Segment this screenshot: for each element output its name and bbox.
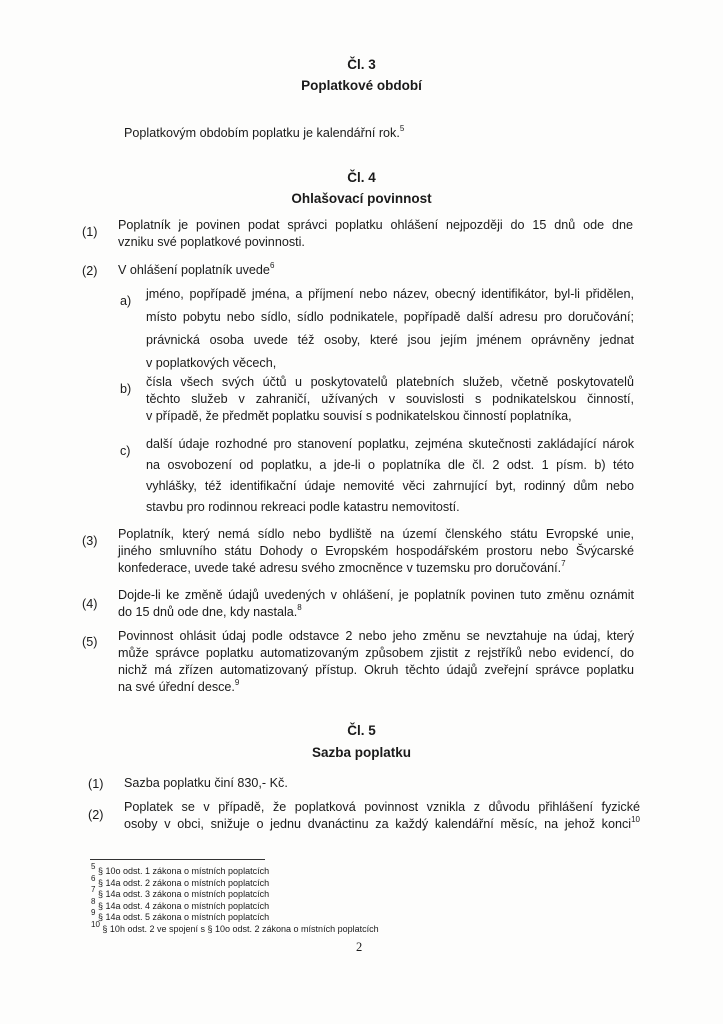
article-5-subtitle: Sazba poplatku xyxy=(311,745,411,760)
text-line: na osvobození od poplatku, a jde-li o poplatníka dle čl. 2 odst. 1 písm. b) této xyxy=(146,458,634,472)
article-3-subtitle: Poplatkové období xyxy=(301,78,422,93)
footnote-separator xyxy=(90,859,265,860)
text-line: konfederace, uvede také adresu svého zmocněnce v tuzemsku pro doručování.$^7$ xyxy=(118,558,566,575)
text-line: nichž má zřízen automatizovaný přístup. Okruh těchto údajů zveřejní správce poplatku xyxy=(118,663,634,677)
text-line: čísla všech svých účtů u poskytovatelů platebních služeb, včetně poskytovatelů xyxy=(146,375,634,389)
paragraph-number: (2) xyxy=(82,264,98,278)
footnote: $^5$ § 10o odst. 1 zákona o místních poplatcích xyxy=(91,862,270,876)
text-line: jméno, popřípadě jména, a příjmení nebo název, obecný identifikátor, byl-li přidělen, xyxy=(146,287,634,301)
footnote-ref-5: 5 xyxy=(399,123,405,133)
text-line: do 15 dnů ode dne, kdy nastala.$^8$ xyxy=(118,602,302,619)
paragraph-number: (5) xyxy=(82,635,98,649)
paragraph-number: (1) xyxy=(88,777,104,791)
footnote-ref-8: 8 xyxy=(297,602,302,612)
footnote: $^9$ § 14a odst. 5 zákona o místních poplatcích xyxy=(91,908,270,922)
paragraph-number: (4) xyxy=(82,597,98,611)
text-line: Poplatek se v případě, že poplatková povinnost vznikla z důvodu přihlášení fyzické xyxy=(124,800,640,814)
article-3-title: Čl. 3 xyxy=(347,57,376,72)
paragraph-number: (1) xyxy=(82,225,98,239)
article-5-paragraph-1: Sazba poplatku činí 830,- Kč. xyxy=(124,776,288,790)
article-4-paragraph-1 xyxy=(118,217,633,251)
footnote: $^6$ § 14a odst. 2 zákona o místních poplatcích xyxy=(91,873,270,888)
article-4-subtitle: Ohlašovací povinnost xyxy=(291,191,432,206)
text-line: na své úřední desce.$^9$ xyxy=(118,677,240,694)
footnote-ref-7: 7 xyxy=(561,558,566,568)
article-3-text: Poplatkovým obdobím poplatku je kalendářní rok.$^5$ xyxy=(124,123,405,140)
text-line: osoby v obci, snižuje o jednu dvanáctinu za každý kalendářní měsíc, na jehož konci$^{10}$ xyxy=(124,814,640,831)
footnote: $^{10}$ § 10h odst. 2 ve spojení s § 10o odst. 2 zákona o místních poplatcích xyxy=(91,919,379,934)
footnote-ref-9: 9 xyxy=(234,677,240,687)
article-4-title: Čl. 4 xyxy=(347,170,376,185)
article-4-paragraph-4 xyxy=(118,587,634,621)
footnotes xyxy=(91,862,379,935)
text-line: jiného smluvního státu Dohody o Evropském hospodářském prostoru nebo Švýcarské xyxy=(118,544,634,558)
article-4-paragraph-2: V ohlášení poplatník uvede$^6$ xyxy=(118,260,275,277)
list-label: a) xyxy=(120,294,132,308)
list-label: b) xyxy=(120,382,132,396)
text-line: těchto služeb v zahraničí, užívaných v souvislosti s podnikatelskou činností, xyxy=(146,392,634,406)
paragraph-number: (2) xyxy=(88,808,104,822)
text-line: může správce poplatku automatizovaným způsobem zjistit z rejstříků nebo evidencí, do xyxy=(118,646,634,660)
text-line: vzniku své poplatkové povinnosti. xyxy=(118,235,305,249)
text-line: místo pobytu nebo sídlo, sídlo podnikatele, popřípadě další adresu pro doručování; xyxy=(146,310,634,324)
article-4-paragraph-5 xyxy=(118,628,634,696)
text-line: v poplatkových věcech, xyxy=(146,356,277,370)
footnote: $^8$ § 14a odst. 4 zákona o místních poplatcích xyxy=(91,896,270,911)
text-line: stavbu pro rodinnou rekreaci podle katastru nemovitostí. xyxy=(146,500,460,514)
article-4-paragraph-3 xyxy=(118,526,634,577)
paragraph-number: (3) xyxy=(82,534,98,548)
article-4-item-c xyxy=(146,436,634,516)
list-label: c) xyxy=(120,444,131,458)
page-number: 2 xyxy=(356,940,363,954)
text-line: Poplatník je povinen podat správci poplatku ohlášení nejpozději do 15 dnů ode dne xyxy=(118,218,633,232)
footnote-ref-6: 6 xyxy=(269,260,275,270)
text-line: vyhlášky, též identifikační údaje nemovité věci zahrnující byt, rodinný dům nebo xyxy=(146,479,634,493)
footnote-ref-10: 10 xyxy=(631,814,640,824)
article-5-title: Čl. 5 xyxy=(347,723,376,738)
text-line: další údaje rozhodné pro stanovení poplatku, zejména skutečnosti zakládající nárok xyxy=(146,437,634,451)
text-line: právnická osoba uvede též osoby, které jsou jejím jménem oprávněny jednat xyxy=(146,333,634,347)
article-4-item-b xyxy=(146,374,634,425)
text-line: v případě, že předmět poplatku souvisí s podnikatelskou činností poplatníka, xyxy=(146,409,572,423)
text-line: Poplatník, který nemá sídlo nebo bydliště na území členského státu Evropské unie, xyxy=(118,527,634,541)
text-line: Povinnost ohlásit údaj podle odstavce 2 nebo jeho změnu se nevztahuje na údaj, který xyxy=(118,629,634,643)
article-5-paragraph-2 xyxy=(124,799,640,833)
footnote: $^7$ § 14a odst. 3 zákona o místních poplatcích xyxy=(91,885,270,899)
text-line: Dojde-li ke změně údajů uvedených v ohlášení, je poplatník povinen tuto změnu oznámit xyxy=(118,588,634,602)
article-4-item-a xyxy=(146,286,634,372)
